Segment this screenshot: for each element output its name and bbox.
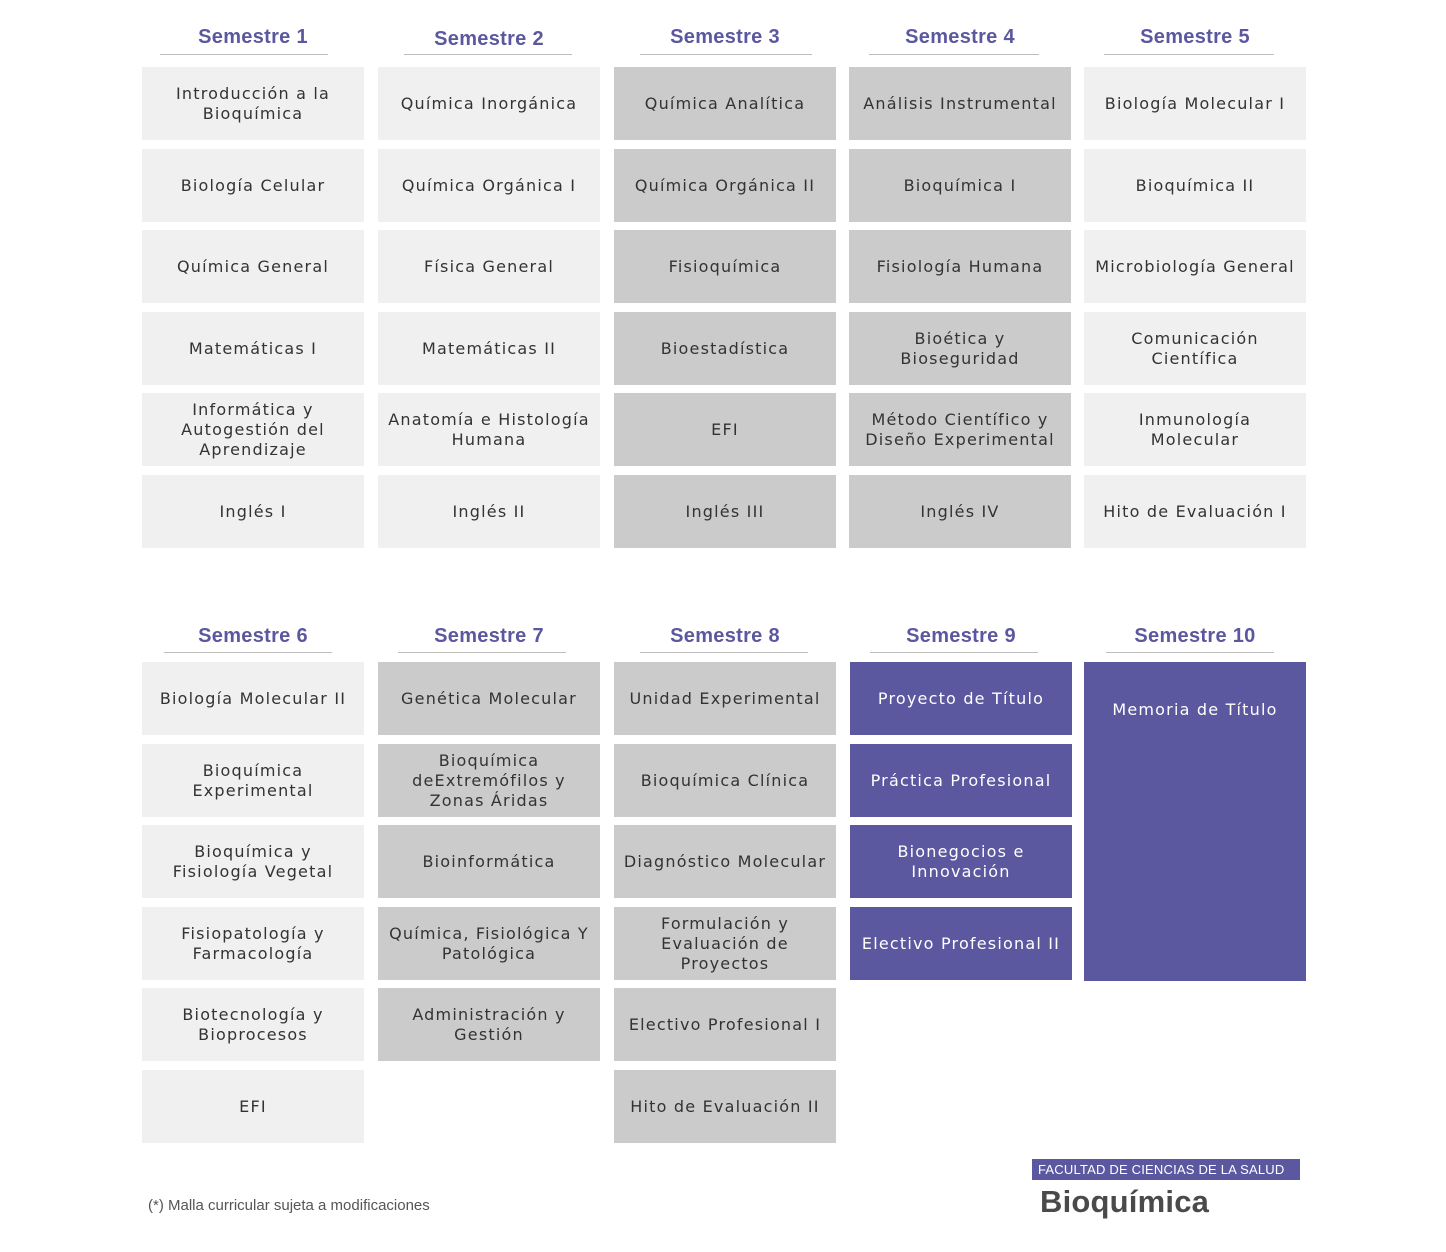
divider <box>870 652 1038 653</box>
semester-2-title: Semestre 2 <box>434 28 544 50</box>
course-box: Matemáticas II <box>378 312 600 385</box>
course-box: Fisiopatología y Farmacología <box>142 907 364 980</box>
divider <box>160 54 328 55</box>
semester-7-column <box>378 600 600 1160</box>
course-box: Bioinformática <box>378 825 600 898</box>
course-box: Diagnóstico Molecular <box>614 825 836 898</box>
divider <box>640 652 808 653</box>
semester-3-column <box>614 0 836 560</box>
course-box: Inglés II <box>378 475 600 548</box>
course-box: Práctica Profesional <box>850 744 1072 817</box>
course-box: Inglés I <box>142 475 364 548</box>
course-box: Bioquímica Clínica <box>614 744 836 817</box>
course-box: Matemáticas I <box>142 312 364 385</box>
course-box: Biotecnología y Bioprocesos <box>142 988 364 1061</box>
semester-4-title: Semestre 4 <box>905 26 1015 48</box>
course-box: Informática y Autogestión del Aprendizaje <box>142 393 364 466</box>
course-box: Microbiología General <box>1084 230 1306 303</box>
course-box: Bioquímica I <box>849 149 1071 222</box>
semester-1-column <box>142 0 364 560</box>
course-box: Anatomía e Histología Humana <box>378 393 600 466</box>
course-box: Introducción a la Bioquímica <box>142 67 364 140</box>
course-box: Química General <box>142 230 364 303</box>
course-box: Comunicación Científica <box>1084 312 1306 385</box>
footnote: (*) Malla curricular sujeta a modificaciones <box>148 1197 430 1214</box>
course-box: EFI <box>614 393 836 466</box>
course-box: Unidad Experimental <box>614 662 836 735</box>
semester-10-title: Semestre 10 <box>1134 625 1256 647</box>
divider <box>1104 54 1274 55</box>
course-box: Bioquímica y Fisiología Vegetal <box>142 825 364 898</box>
semester-6-column <box>142 600 364 1160</box>
course-box: Proyecto de Título <box>850 662 1072 735</box>
divider <box>869 54 1039 55</box>
career-title: Bioquímica <box>1040 1184 1210 1219</box>
course-box: Bionegocios e Innovación <box>850 825 1072 898</box>
course-box: Física General <box>378 230 600 303</box>
divider <box>640 54 812 55</box>
semester-5-title: Semestre 5 <box>1140 26 1250 48</box>
divider <box>404 54 572 55</box>
course-box: Genética Molecular <box>378 662 600 735</box>
faculty-banner: FACULTAD DE CIENCIAS DE LA SALUD <box>1032 1159 1300 1180</box>
course-box: Bioestadística <box>614 312 836 385</box>
semester-3-title: Semestre 3 <box>670 26 780 48</box>
course-box: Química, Fisiológica Y Patológica <box>378 907 600 980</box>
course-box: Química Inorgánica <box>378 67 600 140</box>
divider <box>398 652 566 653</box>
course-box: Electivo Profesional I <box>614 988 836 1061</box>
course-box: Bioética y Bioseguridad <box>849 312 1071 385</box>
row-bottom <box>0 600 1446 1160</box>
course-box: Administración y Gestión <box>378 988 600 1061</box>
course-box: Biología Molecular II <box>142 662 364 735</box>
course-box: Inglés III <box>614 475 836 548</box>
semester-7-title: Semestre 7 <box>434 625 544 647</box>
semester-10-column <box>1084 600 1306 1160</box>
row-top <box>0 0 1446 520</box>
course-box: Formulación y Evaluación de Proyectos <box>614 907 836 980</box>
course-box: EFI <box>142 1070 364 1143</box>
semester-4-column <box>849 0 1071 560</box>
course-box: Química Analítica <box>614 67 836 140</box>
semester-1-title: Semestre 1 <box>198 26 308 48</box>
course-box-memoria: Memoria de Título <box>1084 662 1306 981</box>
course-box: Bioquímica deExtremófilos y Zonas Áridas <box>378 744 600 817</box>
course-box: Bioquímica II <box>1084 149 1306 222</box>
course-box: Electivo Profesional II <box>850 907 1072 980</box>
semester-8-column <box>614 600 836 1160</box>
course-box: Método Científico y Diseño Experimental <box>849 393 1071 466</box>
course-box: Biología Molecular I <box>1084 67 1306 140</box>
course-box: Biología Celular <box>142 149 364 222</box>
divider <box>164 652 332 653</box>
course-box: Inmunología Molecular <box>1084 393 1306 466</box>
course-box: Química Orgánica II <box>614 149 836 222</box>
course-box: Fisiología Humana <box>849 230 1071 303</box>
semester-8-title: Semestre 8 <box>670 625 780 647</box>
course-box: Inglés IV <box>849 475 1071 548</box>
course-box: Fisioquímica <box>614 230 836 303</box>
course-box: Hito de Evaluación I <box>1084 475 1306 548</box>
course-box: Química Orgánica I <box>378 149 600 222</box>
semester-6-title: Semestre 6 <box>198 625 308 647</box>
course-box: Hito de Evaluación II <box>614 1070 836 1143</box>
semester-9-title: Semestre 9 <box>906 625 1016 647</box>
semester-5-column <box>1084 0 1306 560</box>
course-box: Bioquímica Experimental <box>142 744 364 817</box>
divider <box>1106 652 1274 653</box>
semester-9-column <box>850 600 1072 1160</box>
semester-2-column <box>378 0 600 560</box>
course-box: Análisis Instrumental <box>849 67 1071 140</box>
